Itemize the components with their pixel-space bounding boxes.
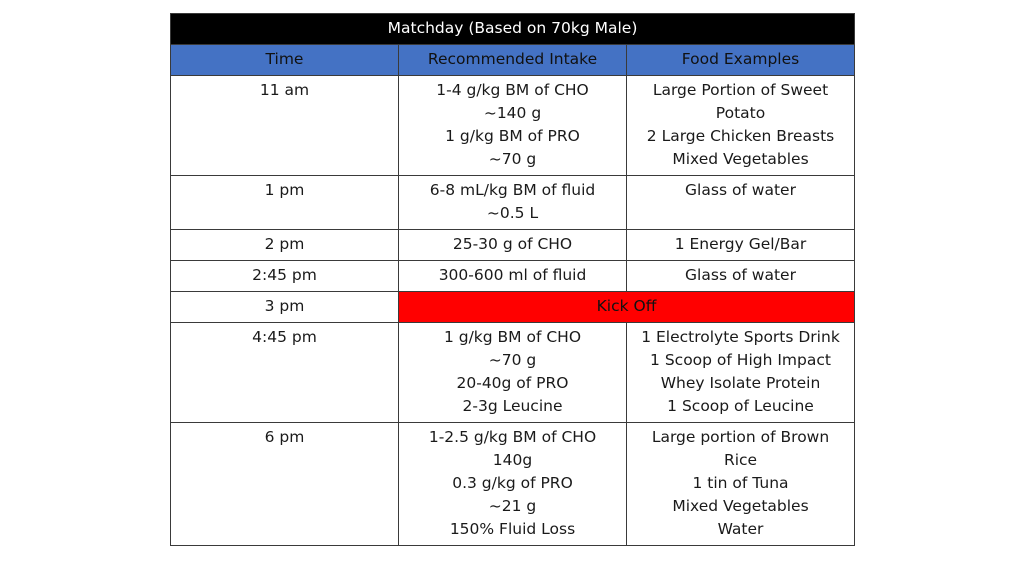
intake-cell <box>399 423 627 546</box>
intake-line: 6-8 mL/kg BM of fluid <box>429 181 596 199</box>
food-cell <box>627 76 855 176</box>
food-line: 2 Large Chicken Breasts <box>646 127 835 145</box>
column-header-food: Food Examples <box>627 45 855 76</box>
table-row <box>171 76 855 176</box>
intake-cell <box>399 261 627 292</box>
intake-cell <box>399 76 627 176</box>
table-row <box>171 230 855 261</box>
intake-line: ~70 g <box>488 150 537 168</box>
time-cell: 3 pm <box>171 292 399 323</box>
table-title-row <box>171 14 855 45</box>
table-row <box>171 176 855 230</box>
food-line: Potato <box>715 104 766 122</box>
intake-line: 140g <box>492 451 533 469</box>
food-line: Rice <box>723 451 758 469</box>
intake-cell <box>399 323 627 423</box>
kickoff-banner: Kick Off <box>399 292 855 323</box>
intake-line: 150% Fluid Loss <box>449 520 576 538</box>
intake-line: ~21 g <box>488 497 537 515</box>
intake-line: 0.3 g/kg of PRO <box>452 474 573 492</box>
intake-cell <box>399 230 627 261</box>
intake-line: 1-4 g/kg BM of CHO <box>436 81 589 99</box>
table-title: Matchday (Based on 70kg Male) <box>171 14 855 45</box>
time-cell: 4:45 pm <box>171 323 399 423</box>
intake-line: 1 g/kg BM of CHO <box>443 328 582 346</box>
time-cell: 2:45 pm <box>171 261 399 292</box>
food-line: Large Portion of Sweet <box>652 81 829 99</box>
food-line: Glass of water <box>685 266 796 284</box>
food-line: Water <box>717 520 764 538</box>
column-header-time: Time <box>171 45 399 76</box>
food-line: Glass of water <box>685 181 796 199</box>
intake-line: ~140 g <box>483 104 542 122</box>
intake-line: 25-30 g of CHO <box>452 235 573 253</box>
time-cell: 2 pm <box>171 230 399 261</box>
food-cell <box>627 230 855 261</box>
food-line: Mixed Vegetables <box>672 497 809 515</box>
intake-line: 1-2.5 g/kg BM of CHO <box>428 428 597 446</box>
intake-line: ~70 g <box>488 351 537 369</box>
food-line: Mixed Vegetables <box>672 150 809 168</box>
food-line: Whey Isolate Protein <box>660 374 821 392</box>
intake-line: 2-3g Leucine <box>462 397 563 415</box>
column-header-intake: Recommended Intake <box>399 45 627 76</box>
intake-line: 20-40g of PRO <box>456 374 569 392</box>
intake-line: 300-600 ml of fluid <box>438 266 587 284</box>
table-row <box>171 261 855 292</box>
food-cell <box>627 423 855 546</box>
table-header-row <box>171 45 855 76</box>
food-cell <box>627 261 855 292</box>
time-cell: 1 pm <box>171 176 399 230</box>
food-line: 1 tin of Tuna <box>692 474 789 492</box>
food-line: 1 Scoop of High Impact <box>650 351 831 369</box>
table-row <box>171 323 855 423</box>
time-cell: 6 pm <box>171 423 399 546</box>
time-cell: 11 am <box>171 76 399 176</box>
table-row <box>171 423 855 546</box>
food-cell <box>627 176 855 230</box>
matchday-nutrition-table <box>170 13 855 546</box>
intake-line: 1 g/kg BM of PRO <box>445 127 580 145</box>
food-line: 1 Energy Gel/Bar <box>674 235 807 253</box>
food-cell <box>627 323 855 423</box>
intake-line: ~0.5 L <box>486 204 539 222</box>
food-line: 1 Electrolyte Sports Drink <box>641 328 840 346</box>
table-row-kickoff <box>171 292 855 323</box>
intake-cell <box>399 176 627 230</box>
food-line: 1 Scoop of Leucine <box>667 397 814 415</box>
food-line: Large portion of Brown <box>651 428 830 446</box>
